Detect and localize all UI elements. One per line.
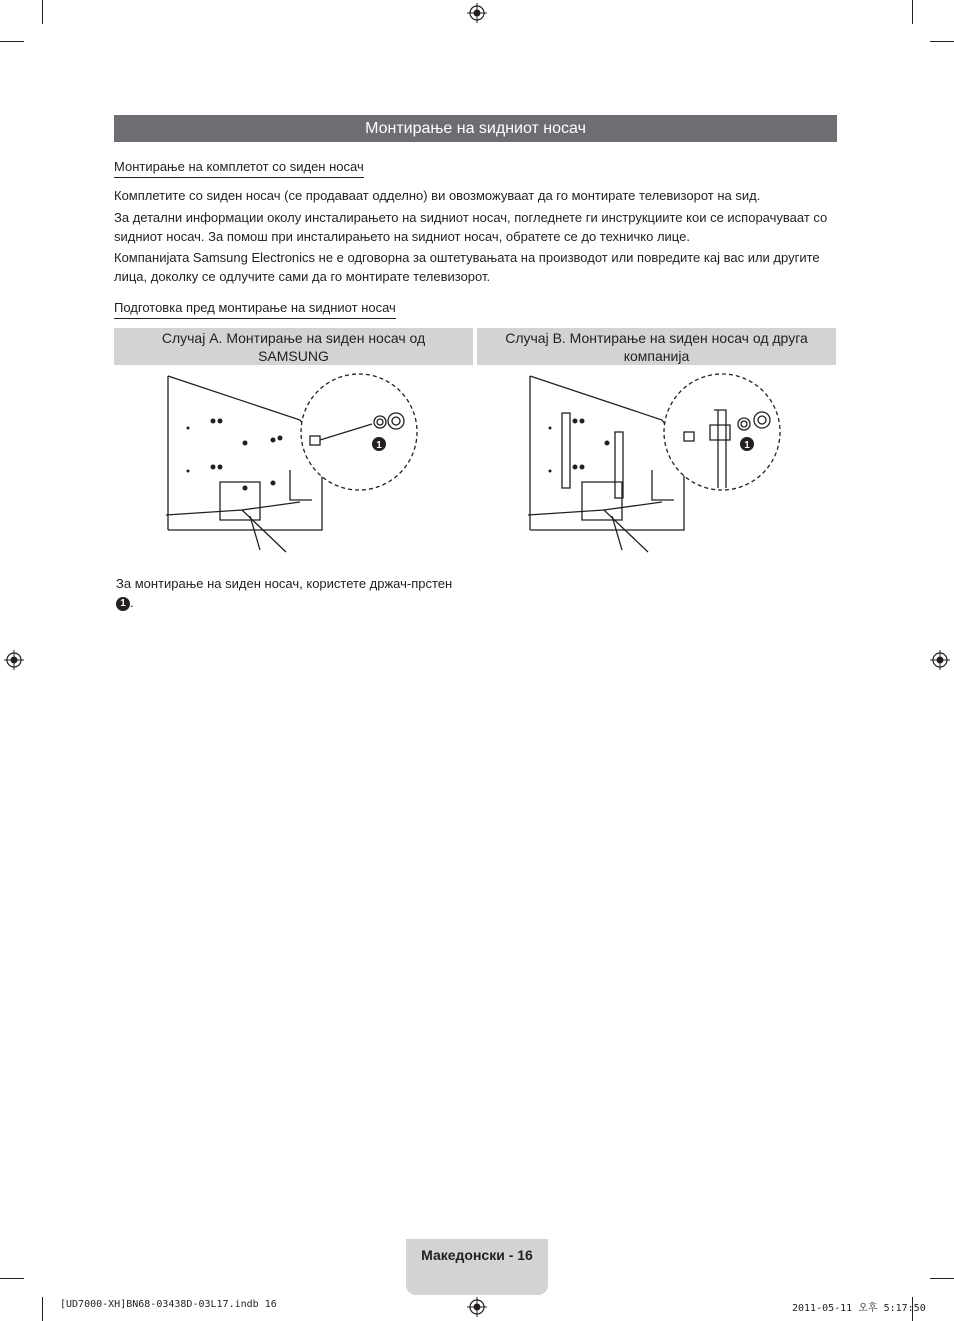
tv-wall-mount-illustration-a <box>160 370 440 560</box>
crop-mark <box>912 0 913 24</box>
case-b-header: Случај В. Монтирање на ѕиден носач од друга компанија <box>477 328 836 365</box>
subsection-heading-kit: Монтирање на комплетот со ѕиден носач <box>114 159 364 178</box>
crop-mark <box>42 0 43 24</box>
crop-mark <box>42 1297 43 1321</box>
callout-number: 1 <box>376 440 382 451</box>
callout-number: 1 <box>744 440 750 451</box>
callout-badge: 1 <box>116 597 130 611</box>
crop-mark <box>930 1278 954 1279</box>
subsection-heading-preparation: Подготовка пред монтирање на ѕидниот носач <box>114 300 396 319</box>
crop-mark <box>0 1278 24 1279</box>
footer-file-info: [UD7000-XH]BN68-03438D-03L17.indb 16 <box>60 1299 277 1310</box>
footer-datetime: 2011-05-11 오후 5:17:50 <box>792 1303 926 1314</box>
registration-mark-icon <box>467 3 487 23</box>
page-number-label: Македонски - 16 <box>406 1239 548 1295</box>
crop-mark <box>0 41 24 42</box>
registration-mark-icon <box>930 650 950 670</box>
paragraph: Компанијата Samsung Electronics не е одговорна за оштетувањата на производот или повредите кај вас или другите лица, доколку се одлучите сами да го монтирате телевизорот. <box>114 250 820 284</box>
case-a-header: Случај А. Монтирање на ѕиден носач од SAMSUNG <box>114 328 473 365</box>
note-suffix: . <box>130 595 134 610</box>
crop-mark <box>930 41 954 42</box>
paragraph: За детални информации околу инсталирањето на ѕидниот носач, погледнете ги инструкциите кои се испорачуваат со ѕидниот носач. За помош при инсталирањето на ѕидниот носач, обратете се до техничко лице. <box>114 210 828 244</box>
note-text: За монтирање на ѕиден носач, користете држач-прстен <box>116 576 453 591</box>
holder-ring-note <box>116 574 476 612</box>
tv-wall-mount-illustration-b <box>522 370 802 560</box>
section-title: Монтирање на ѕидниот носач <box>114 115 837 142</box>
registration-mark-icon <box>467 1297 487 1317</box>
paragraph: Комплетите со ѕиден носач (се продаваат одделно) ви овозможуваат да го монтирате телевизорот на ѕид. <box>114 188 761 203</box>
registration-mark-icon <box>4 650 24 670</box>
